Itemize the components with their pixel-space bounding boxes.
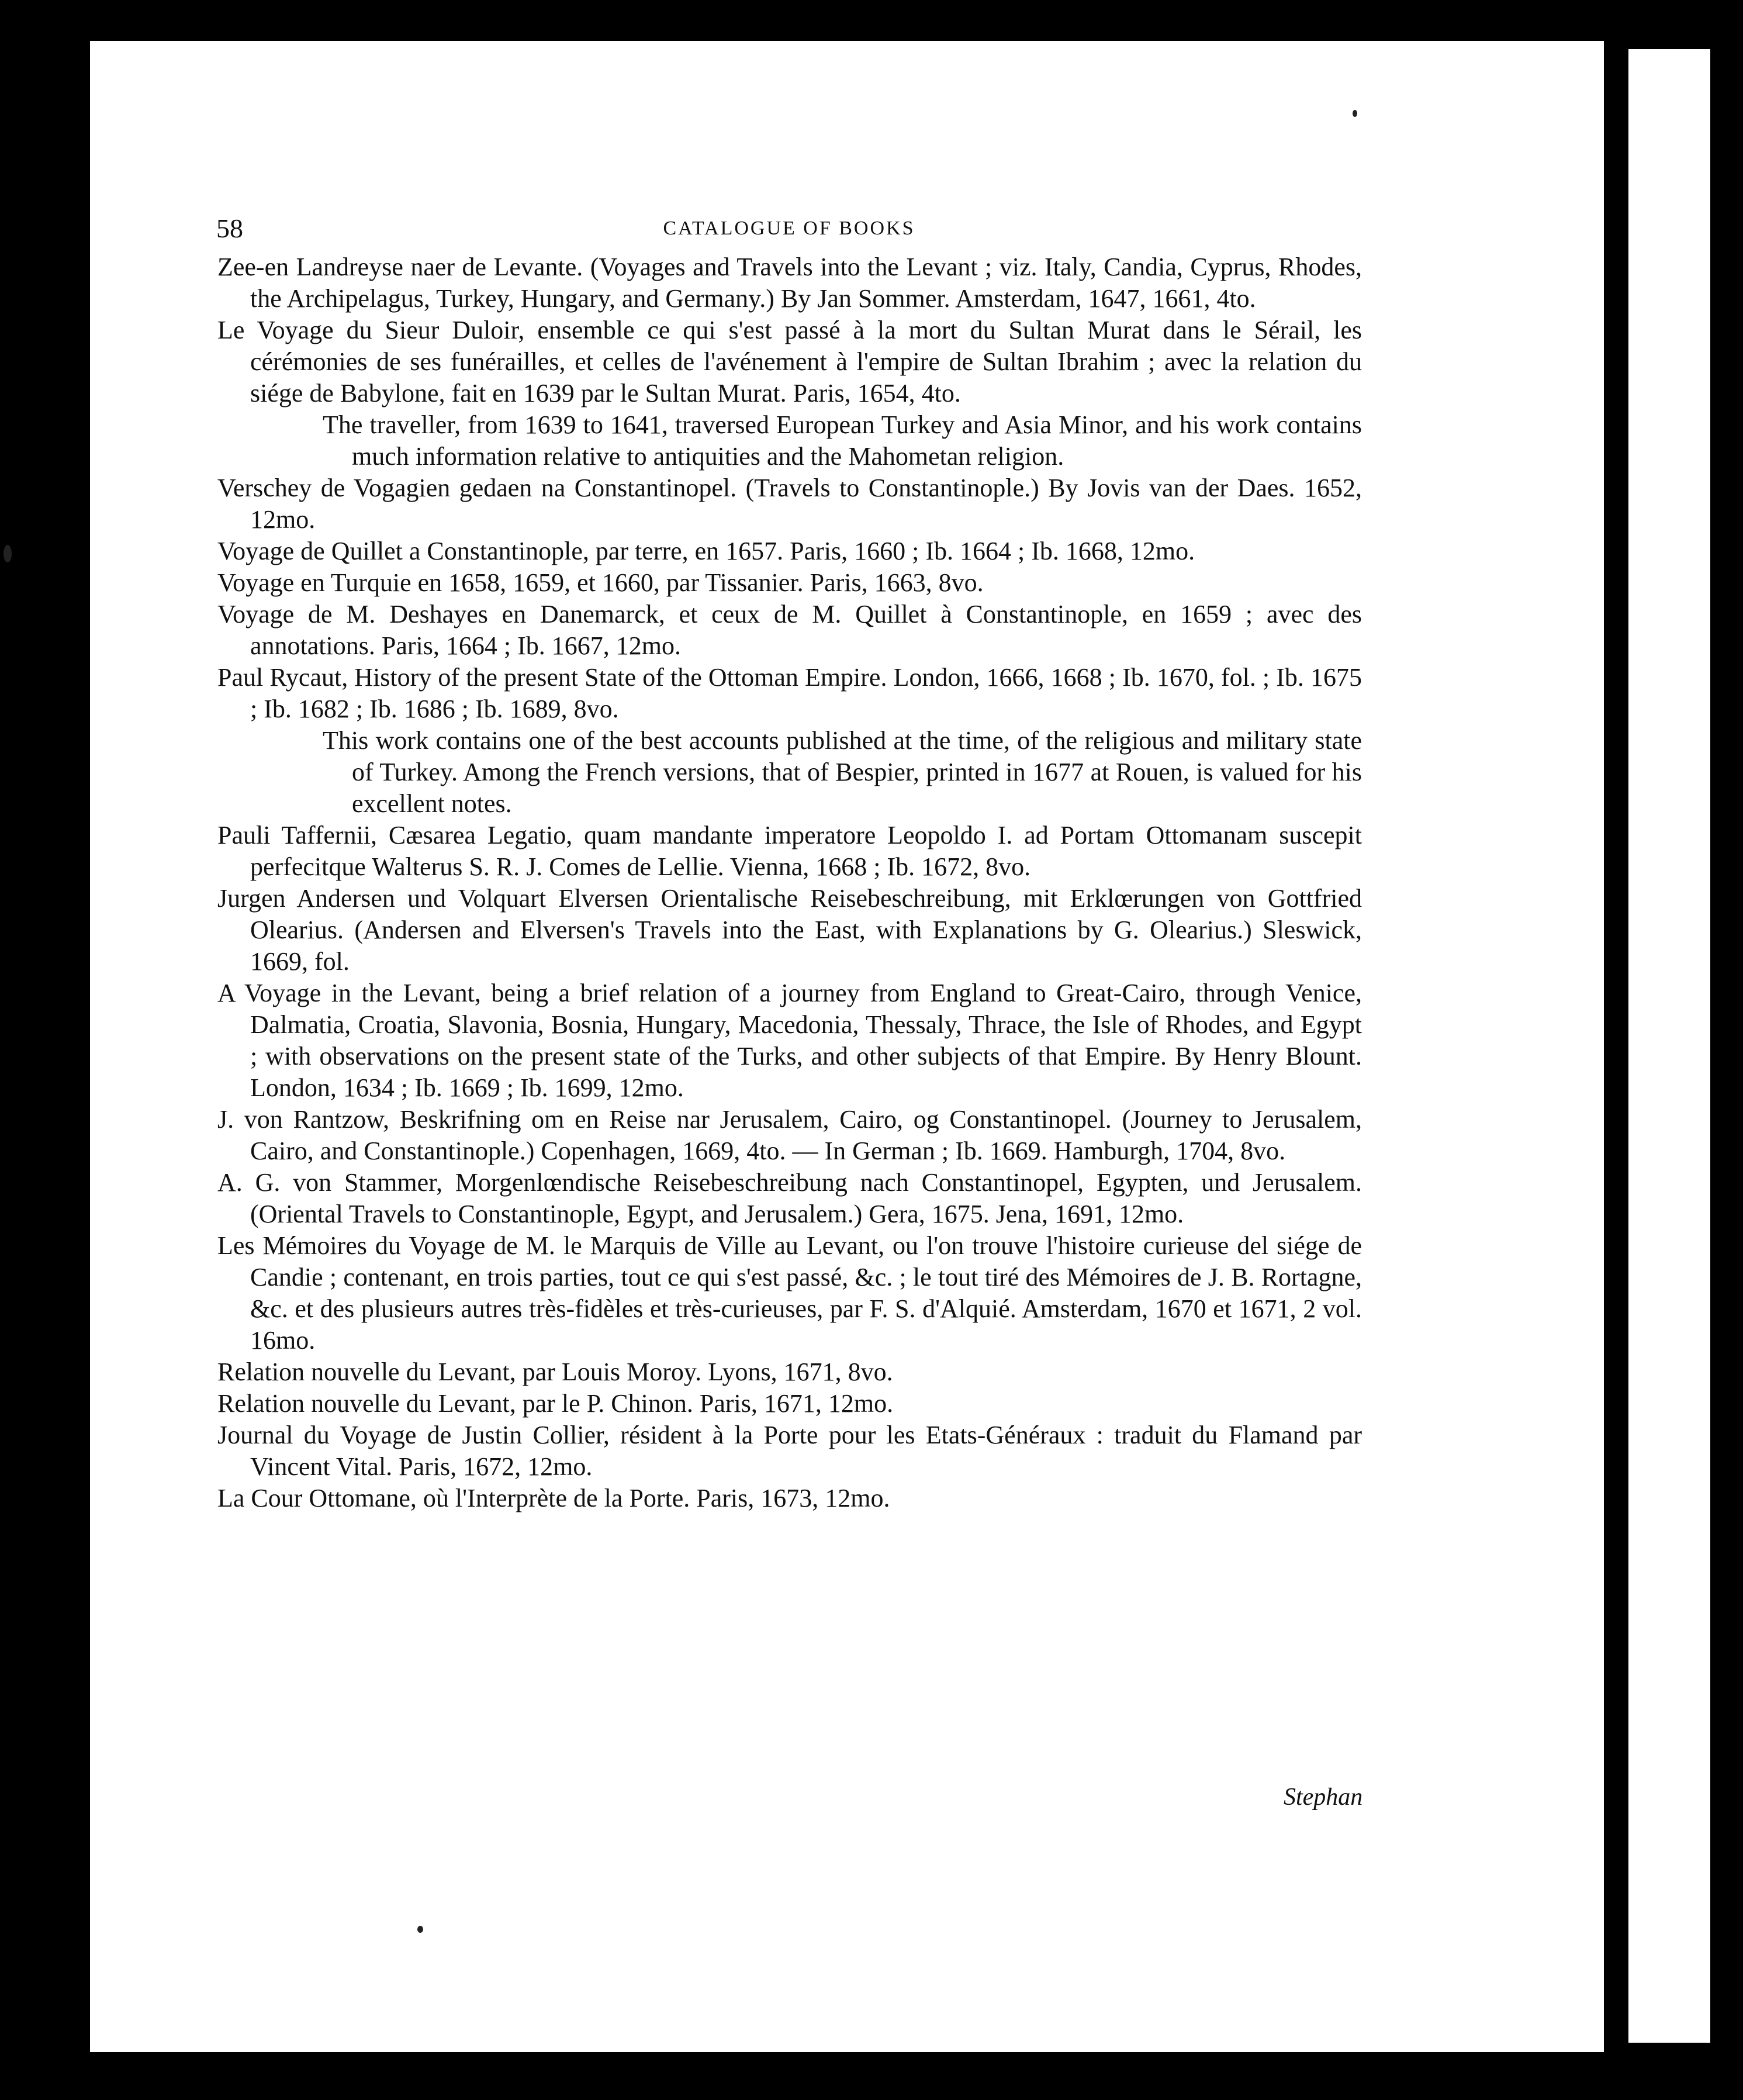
catalogue-entry: A. G. von Stammer, Morgenlœndische Reisebeschreibung nach Constantinopel, Egypten, und Jerusalem. (Oriental Travels to Constantinople, Egypt, and Jerusalem.) Gera, 1675. Jena, 1691, 12mo.: [217, 1168, 1362, 1228]
catalogue-entry: Relation nouvelle du Levant, par Louis Moroy. Lyons, 1671, 8vo.: [217, 1358, 893, 1386]
catalogue-entry: Journal du Voyage de Justin Collier, résident à la Porte pour les Etats-Généraux : traduit du Flamand par Vincent Vital. Paris, 1672, 12mo.: [217, 1421, 1362, 1481]
scan-speck: [417, 1926, 423, 1933]
page-number: 58: [216, 213, 243, 243]
scan-speck: [4, 545, 12, 562]
catchword: Stephan: [1284, 1784, 1363, 1811]
catalogue-entry: Paul Rycaut, History of the present State of the Ottoman Empire. London, 1666, 1668 ; Ib. 1670, fol. ; Ib. 1675 ; Ib. 1682 ; Ib. 1686 ; Ib. 1689, 8vo.: [217, 663, 1362, 723]
catalogue-entry: Relation nouvelle du Levant, par le P. Chinon. Paris, 1671, 12mo.: [217, 1389, 894, 1418]
catalogue-body: [217, 251, 1362, 1514]
catalogue-entry: Zee-en Landreyse naer de Levante. (Voyages and Travels into the Levant ; viz. Italy, Candia, Cyprus, Rhodes, the Archipelagus, Turkey, Hungary, and Germany.) By Jan Sommer. Amsterdam, 1647, 1661, 4to.: [217, 253, 1362, 313]
catalogue-note: The traveller, from 1639 to 1641, traversed European Turkey and Asia Minor, and his work contains much information relative to antiquities and the Mahometan religion.: [323, 410, 1362, 471]
catalogue-entry: J. von Rantzow, Beskrifning om en Reise nar Jerusalem, Cairo, og Constantinopel. (Journey to Jerusalem, Cairo, and Constantinople.) Copenhagen, 1669, 4to. — In German ; Ib. 1669. Hamburgh, 1704, 8vo.: [217, 1105, 1362, 1165]
running-title: CATALOGUE OF BOOKS: [663, 217, 915, 239]
catalogue-entry: Verschey de Vogagien gedaen na Constantinopel. (Travels to Constantinople.) By Jovis van der Daes. 1652, 12mo.: [217, 474, 1362, 534]
catalogue-entry: A Voyage in the Levant, being a brief relation of a journey from England to Great-Cairo, through Venice, Dalmatia, Croatia, Slavonia, Bosnia, Hungary, Macedonia, Thessaly, Thrace, the Isle of Rhodes, and Egypt ; with observations on the present state of the Turks, and other subjects of that Empire. By Henry Blount. London, 1634 ; Ib. 1669 ; Ib. 1699, 12mo.: [217, 979, 1362, 1102]
catalogue-entry: Jurgen Andersen und Volquart Elversen Orientalische Reisebeschreibung, mit Erklœrungen von Gottfried Olearius. (Andersen and Elversen's Travels into the East, with Explanations by G. Olearius.) Sleswick, 1669, fol.: [217, 884, 1362, 976]
scan-speck: [1353, 110, 1357, 117]
catalogue-entry: Voyage de M. Deshayes en Danemarck, et ceux de M. Quillet à Constantinople, en 1659 ; avec des annotations. Paris, 1664 ; Ib. 1667, 12mo.: [217, 600, 1362, 660]
catalogue-entry: Le Voyage du Sieur Duloir, ensemble ce qui s'est passé à la mort du Sultan Murat dans le Sérail, les cérémonies de ses funérailles, et celles de l'avénement à l'empire de Sultan Ibrahim ; avec la relation du siége de Babylone, fait en 1639 par le Sultan Murat. Paris, 1654, 4to.: [217, 316, 1362, 407]
facing-page-edge: [1628, 49, 1710, 2043]
catalogue-entry: La Cour Ottomane, où l'Interprète de la Porte. Paris, 1673, 12mo.: [217, 1484, 890, 1512]
catalogue-entry: Les Mémoires du Voyage de M. le Marquis de Ville au Levant, ou l'on trouve l'histoire curieuse del siége de Candie ; contenant, en trois parties, tout ce qui s'est passé, &c. ; le tout tiré des Mémoires de J. B. Rortagne, &c. et des plusieurs autres très-fidèles et très-curieuses, par F. S. d'Alquié. Amsterdam, 1670 et 1671, 2 vol. 16mo.: [217, 1231, 1362, 1355]
catalogue-entry: Pauli Taffernii, Cæsarea Legatio, quam mandante imperatore Leopoldo I. ad Portam Ottomanam suscepit perfecitque Walterus S. R. J. Comes de Lellie. Vienna, 1668 ; Ib. 1672, 8vo.: [217, 821, 1362, 881]
catalogue-note: This work contains one of the best accounts published at the time, of the religious and military state of Turkey. Among the French versions, that of Bespier, printed in 1677 at Rouen, is valued for his excellent notes.: [323, 726, 1362, 818]
catalogue-entry: Voyage de Quillet a Constantinople, par terre, en 1657. Paris, 1660 ; Ib. 1664 ; Ib. 1668, 12mo.: [217, 537, 1195, 565]
catalogue-entry: Voyage en Turquie en 1658, 1659, et 1660, par Tissanier. Paris, 1663, 8vo.: [217, 568, 984, 597]
